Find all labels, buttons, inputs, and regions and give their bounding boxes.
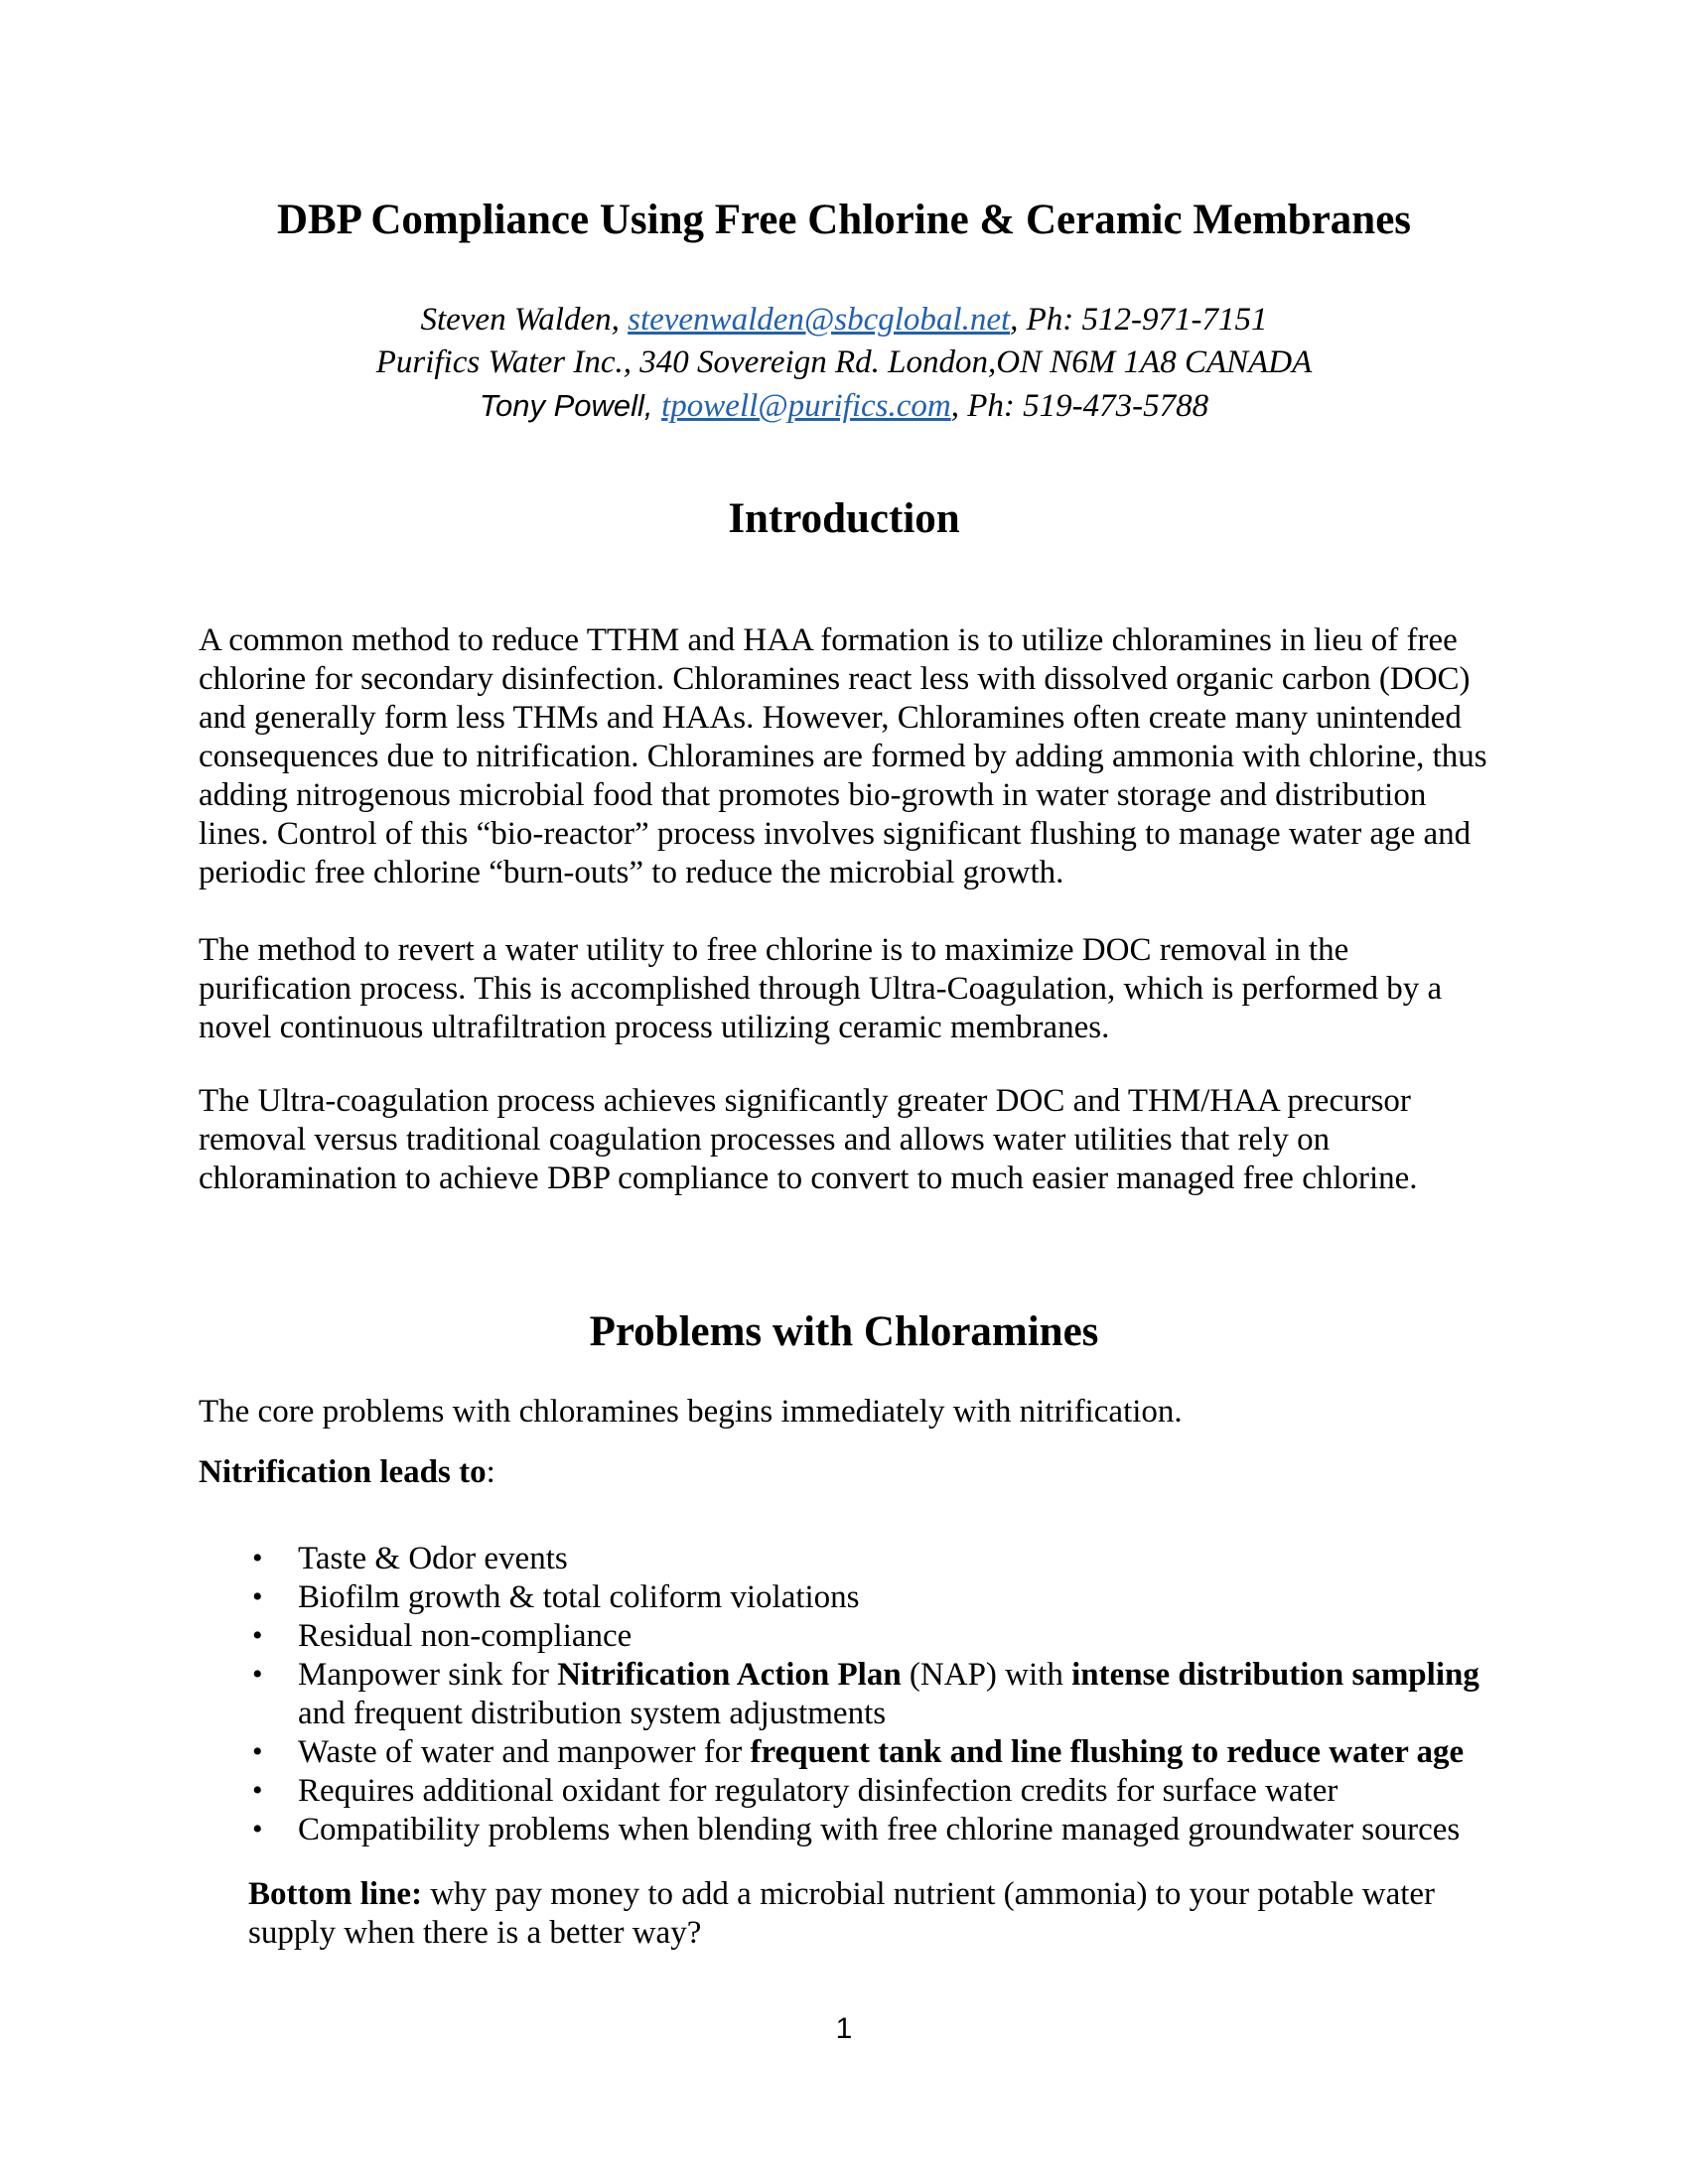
text-segment: and frequent distribution system adjustments bbox=[298, 1696, 887, 1731]
list-item bbox=[199, 1578, 1489, 1617]
bottom-line-paragraph bbox=[248, 1875, 1494, 1953]
text-segment: Purifics Water Inc., 340 Sovereign Rd. London,ON N6M 1A8 CANADA bbox=[375, 344, 1313, 380]
text-segment: Manpower sink for bbox=[298, 1657, 558, 1693]
text-segment: Requires additional oxidant for regulatory disinfection credits for surface water bbox=[298, 1773, 1338, 1809]
bullet-marker: • bbox=[252, 1813, 263, 1845]
text-segment: Nitrification Action Plan bbox=[557, 1657, 902, 1693]
author-line-2 bbox=[199, 341, 1489, 384]
text-segment: Waste of water and manpower for bbox=[298, 1734, 751, 1770]
text-segment: intense distribution sampling bbox=[1071, 1657, 1479, 1693]
document-title: DBP Compliance Using Free Chlorine & Ceramic Membranes bbox=[276, 197, 1412, 243]
author-block bbox=[199, 299, 1489, 428]
list-item bbox=[199, 1617, 1489, 1656]
list-item-text bbox=[298, 1812, 1460, 1847]
text-segment: Tony Powell, bbox=[479, 388, 662, 423]
text-segment: , Ph: 519-473-5788 bbox=[950, 388, 1209, 424]
text-segment: (NAP) with bbox=[901, 1657, 1072, 1693]
list-item-text bbox=[298, 1579, 860, 1615]
text-segment: Taste & Odor events bbox=[298, 1541, 568, 1576]
bullet-marker: • bbox=[252, 1580, 263, 1613]
text-segment: frequent tank and line flushing to reduce water age bbox=[750, 1734, 1465, 1770]
list-item bbox=[199, 1733, 1489, 1772]
list-item bbox=[199, 1656, 1489, 1733]
author-line-1 bbox=[199, 299, 1489, 341]
list-item-text bbox=[298, 1657, 1479, 1731]
bullet-marker: • bbox=[252, 1658, 263, 1691]
text-segment: Biofilm growth & total coliform violations bbox=[298, 1579, 860, 1615]
nitrification-leads-to-label bbox=[199, 1453, 1489, 1492]
section-heading-problems-with-chloramines: Problems with Chloramines bbox=[589, 1308, 1099, 1355]
bullet-marker: • bbox=[252, 1735, 263, 1768]
text-segment: : bbox=[486, 1454, 495, 1490]
text-segment: Compatibility problems when blending with free chlorine managed groundwater sources bbox=[298, 1812, 1461, 1847]
bullet-list bbox=[199, 1540, 1489, 1849]
email-link[interactable]: tpowell@purifics.com bbox=[661, 388, 951, 424]
email-link[interactable]: stevenwalden@sbcglobal.net bbox=[628, 302, 1011, 338]
list-item-text bbox=[298, 1734, 1464, 1770]
list-item bbox=[199, 1540, 1489, 1578]
author-line-3 bbox=[199, 384, 1489, 428]
text-segment: why pay money to add a microbial nutrient (ammonia) to your potable water supply when there is a better way? bbox=[248, 1876, 1436, 1951]
text-segment: , Ph: 512-971-7151 bbox=[1010, 302, 1268, 338]
page-number: 1 bbox=[835, 2012, 853, 2045]
bullet-marker: • bbox=[252, 1774, 263, 1807]
section-heading-introduction: Introduction bbox=[728, 495, 960, 542]
text-segment: Residual non-compliance bbox=[298, 1618, 633, 1654]
paragraph-introduction-3: The Ultra-coagulation process achieves significantly greater DOC and THM/HAA precursor removal versus traditional coagulation processes and allows water utilities that rely on chloramination to achieve DBP compliance to convert to much easier managed free chlorine. bbox=[199, 1083, 1418, 1196]
bullet-marker: • bbox=[252, 1542, 263, 1574]
list-item-text bbox=[298, 1773, 1337, 1809]
list-item-text bbox=[298, 1541, 568, 1576]
list-item-text bbox=[298, 1618, 632, 1654]
paragraph-introduction-1: A common method to reduce TTHM and HAA formation is to utilize chloramines in lieu of free chlorine for secondary disinfection. Chloramines react less with dissolved organic carbon (DOC) and generally form less THMs and HAAs. However, Chloramines often create many unintended consequences due to nitrification. Chloramines are formed by adding ammonia with chlorine, thus adding nitrogenous microbial food that promotes bio-growth in water storage and distribution lines. Control of this “bio-reactor” process involves significant flushing to manage water age and periodic free chlorine “burn-outs” to reduce the microbial growth. bbox=[199, 622, 1487, 890]
list-item bbox=[199, 1811, 1489, 1849]
text-segment: Nitrification leads to bbox=[199, 1454, 487, 1490]
text-segment: Steven Walden, bbox=[420, 302, 629, 338]
text-segment: Bottom line: bbox=[248, 1876, 423, 1912]
paragraph-core-problems: The core problems with chloramines begins immediately with nitrification. bbox=[199, 1394, 1183, 1430]
bullet-marker: • bbox=[252, 1619, 263, 1652]
paragraph-introduction-2: The method to revert a water utility to free chlorine is to maximize DOC removal in the purification process. This is accomplished through Ultra-Coagulation, which is performed by a novel continuous ultrafiltration process utilizing ceramic membranes. bbox=[199, 932, 1443, 1045]
list-item bbox=[199, 1772, 1489, 1811]
